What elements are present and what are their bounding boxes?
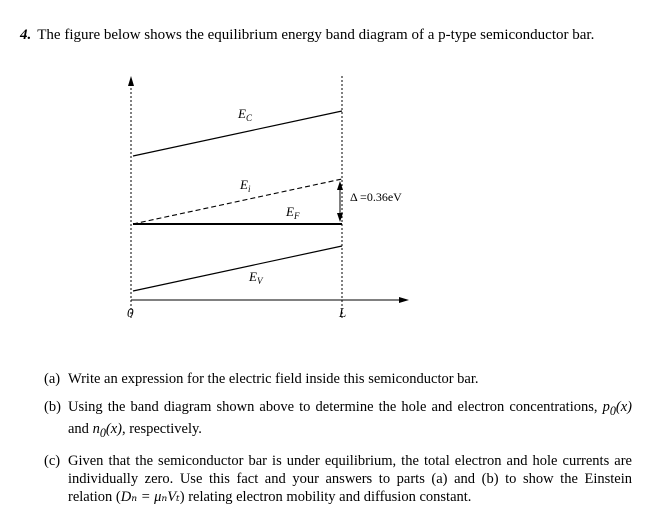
part-c-text-after: ) relating electron mobility and diffusion constant. <box>179 488 472 505</box>
question-number: 4. <box>20 27 32 43</box>
ei-label: $E_i$ <box>240 177 251 194</box>
ef-label: $E_F$ <box>286 204 300 221</box>
ec-label: $E_C$ <box>238 106 252 123</box>
question-text: The figure below shows the equilibrium energy band diagram of a p-type semiconductor bar. <box>37 27 595 43</box>
delta-label: Δ =0.36eV <box>350 190 402 204</box>
part-c-label: (c) <box>44 452 61 469</box>
question-parts <box>44 370 632 516</box>
part-b <box>44 398 632 442</box>
x-start-label: 0 <box>127 305 134 320</box>
part-a-label: (a) <box>44 371 61 387</box>
einstein-relation: Dₙ = μₙVₜ <box>120 488 180 505</box>
x-end-label: L <box>339 305 347 320</box>
ev-line <box>133 246 342 291</box>
p0-symbol: $p_0(x)$ <box>602 399 632 418</box>
ev-label: $E_V$ <box>249 269 263 286</box>
x-axis-arrow <box>399 297 409 303</box>
part-a-text: Write an expression for the electric field inside this semiconductor bar. <box>68 371 479 387</box>
part-a <box>44 370 632 388</box>
part-b-and: and <box>68 420 93 437</box>
part-c <box>44 452 632 506</box>
ei-line <box>133 179 342 224</box>
y-axis-arrow <box>128 76 134 86</box>
part-b-text-before: Using the band diagram shown above to determine the hole and electron concentrations, <box>68 399 603 415</box>
n0-symbol: $n_0(x)$ <box>92 420 122 440</box>
part-b-label: (b) <box>44 399 61 415</box>
part-c-text-before: Given that the semiconductor bar is under equilibrium, the total electron and hole currents are individually zero. Use this fact and your answers to parts (a) and (b) to show the Einstein relation ( <box>68 452 632 505</box>
part-b-text-after: , respectively. <box>121 420 202 437</box>
